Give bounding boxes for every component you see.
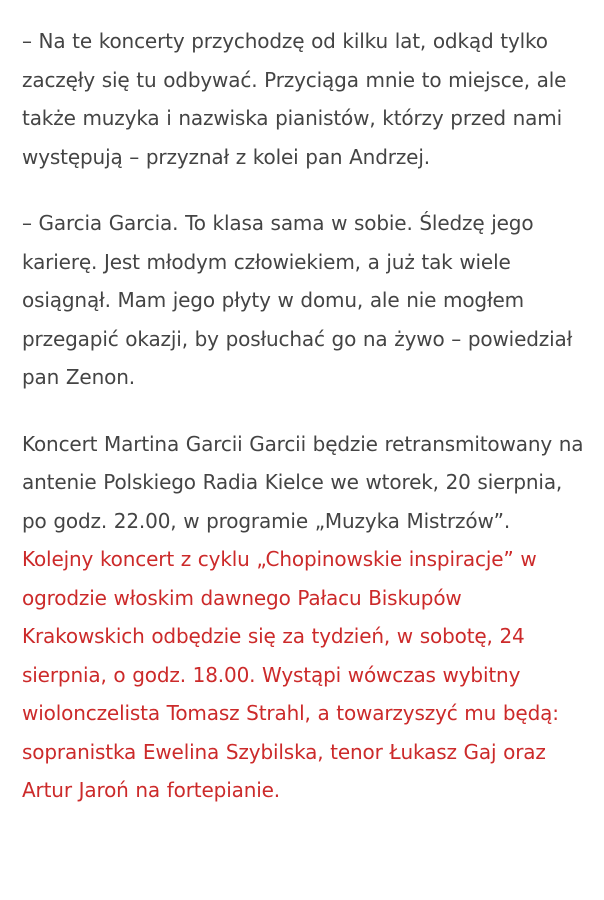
quote-paragraph-zenon: – Garcia Garcia. To klasa sama w sobie. Śledzę jego karierę. Jest młodym człowiekiem, a już tak wiele osiągnął. Mam jego płyty w domu, ale nie mogłem przegapić okazji, by posłuchać go na żywo – powiedział pan Zenon. xyxy=(22,211,573,389)
next-concert-highlight: Kolejny koncert z cyklu „Chopinowskie inspiracje” w ogrodzie włoskim dawnego Pałacu Biskupów Krakowskich odbędzie się za tydzień, w sobotę, 24 sierpnia, o godz. 18.00. Wystąpi wówczas wybitny wiolonczelista Tomasz Strahl, a towarzyszyć mu będą: sopranistka Ewelina Szybilska, tenor Łukasz Gaj oraz Artur Jaroń na fortepianie. xyxy=(22,547,559,802)
broadcast-info-text: Koncert Martina Garcii Garcii będzie retransmitowany na antenie Polskiego Radia Kielce we wtorek, 20 sierpnia, po godz. 22.00, w programie „Muzyka Mistrzów”. xyxy=(22,431,584,533)
broadcast-paragraph xyxy=(22,425,586,810)
article-body xyxy=(22,22,586,810)
quote-paragraph-andrzej: – Na te koncerty przychodzę od kilku lat, odkąd tylko zaczęły się tu odbywać. Przyciąga mnie to miejsce, ale także muzyka i nazwiska pianistów, którzy przed nami występują – przyznał z kolei pan Andrzej. xyxy=(22,29,567,169)
